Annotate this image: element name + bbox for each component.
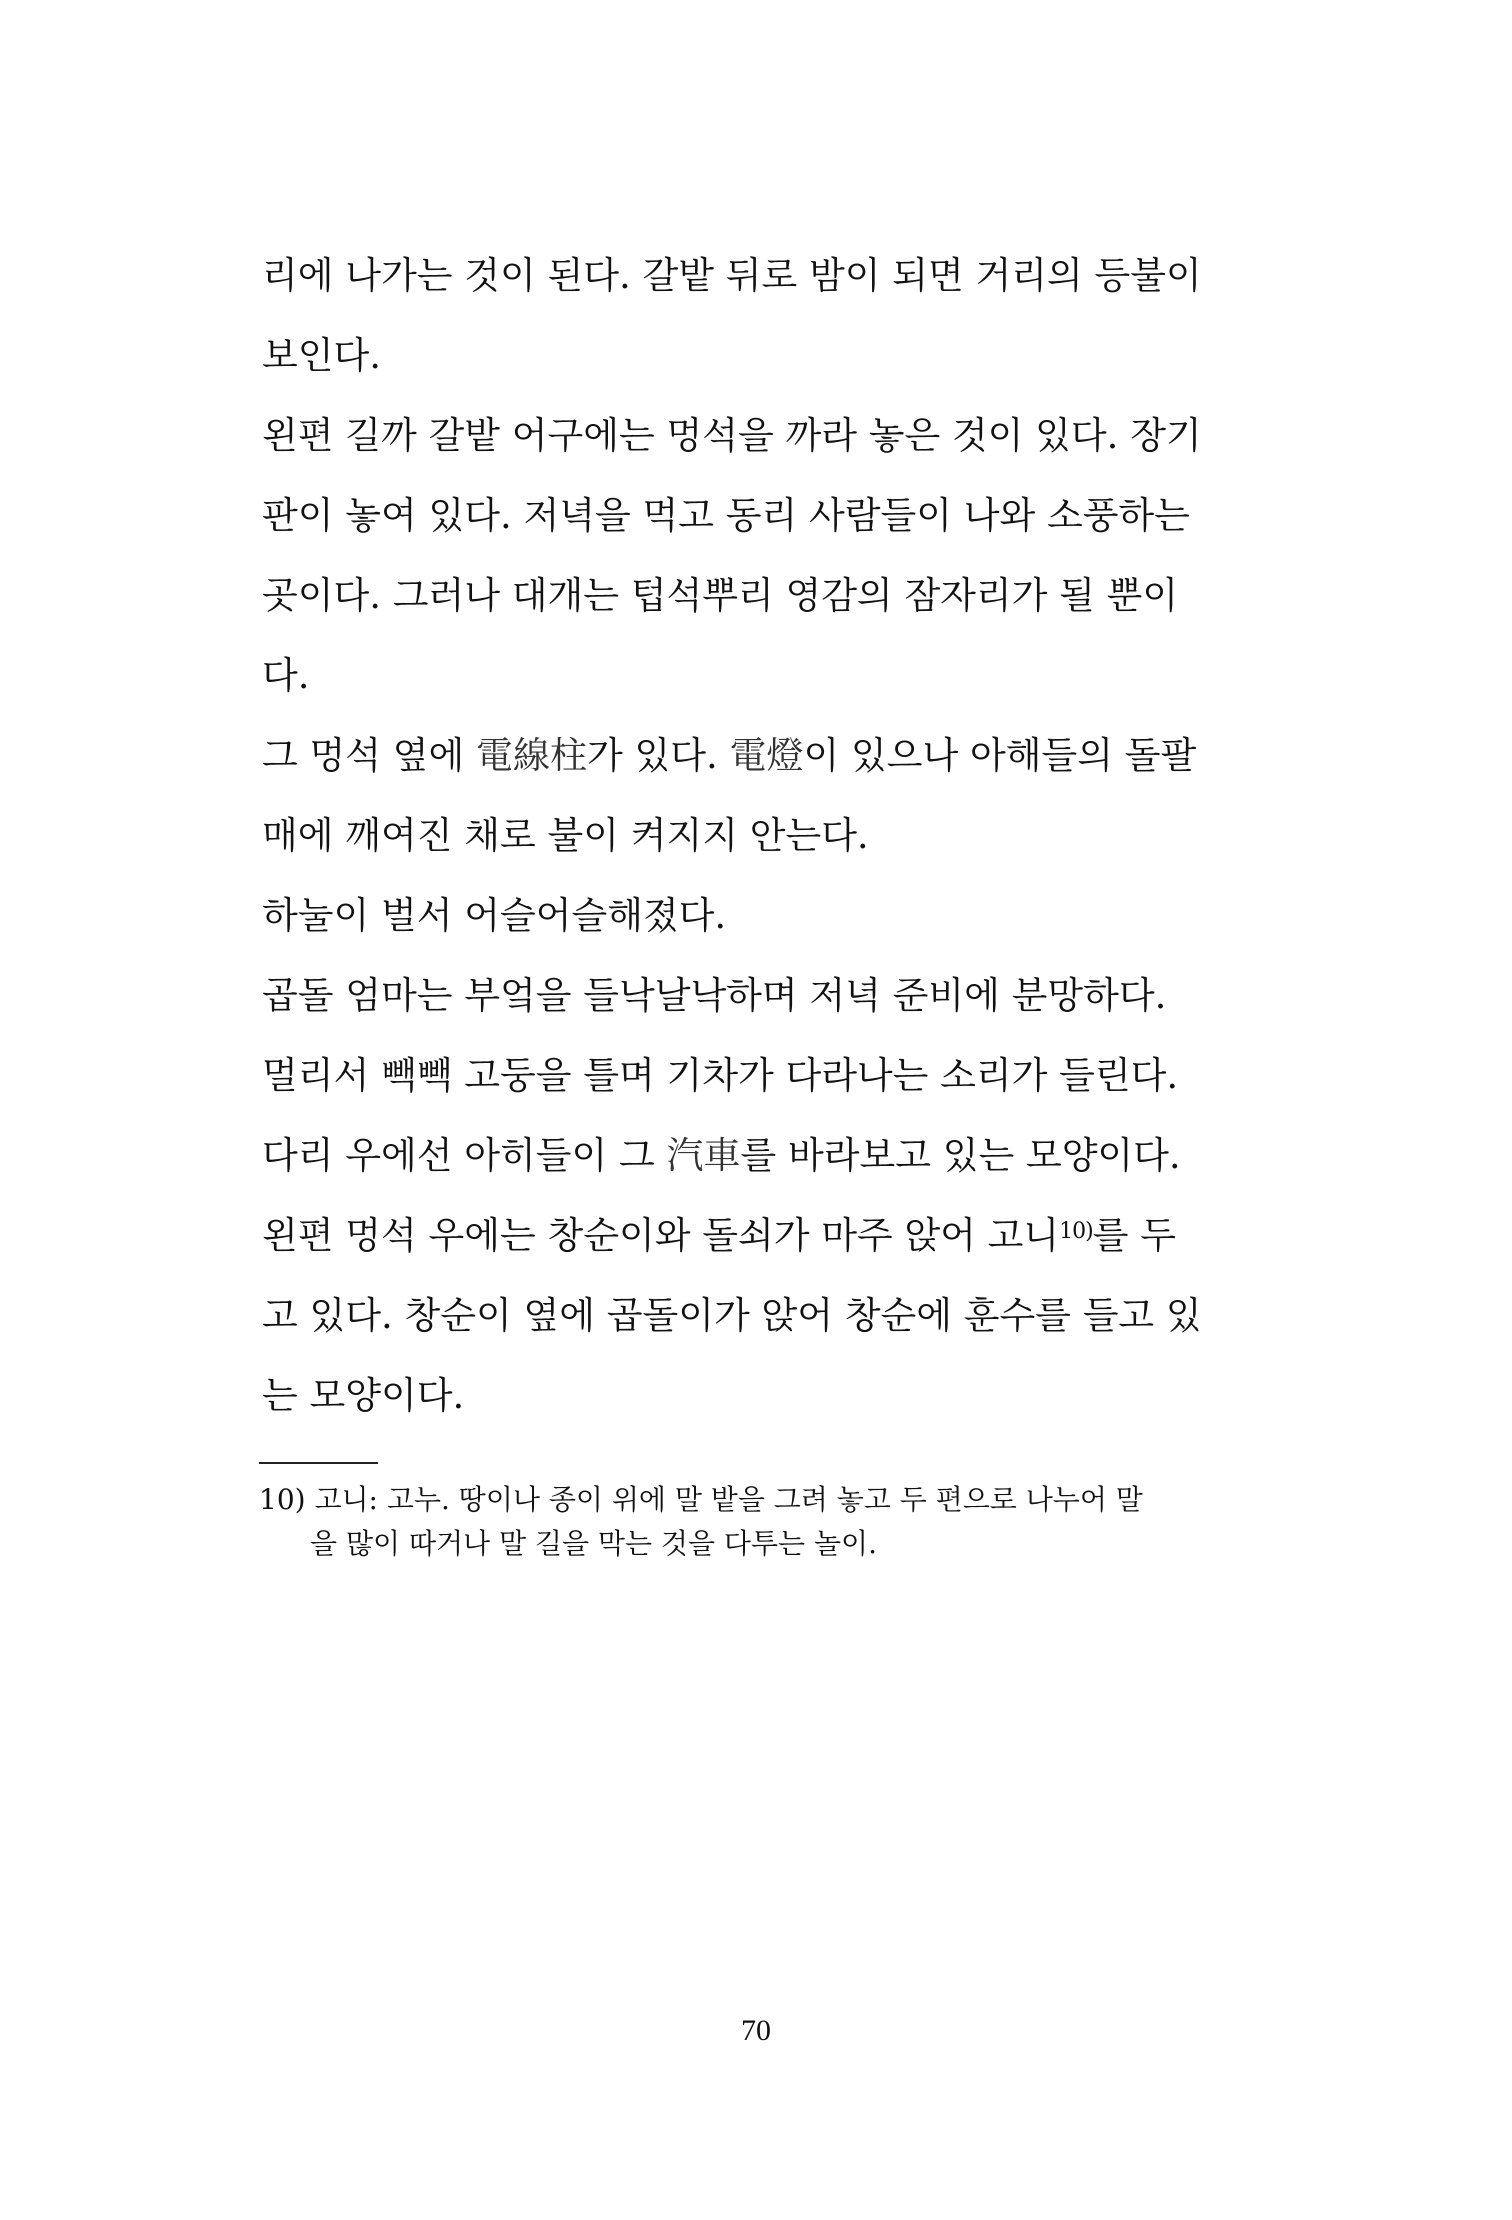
footnote-line: 10) 고니: 고누. 땅이나 종이 위에 말 밭을 그려 놓고 두 편으로 나누어 말 [259,1483,1143,1516]
text-segment: 왼편 길까 갈밭 어구에는 멍석을 까라 놓은 것이 있다. 장기 [262,414,1202,457]
hanja-term: 電線柱 [476,734,587,777]
text-line [262,956,1202,1036]
text-line [262,396,1202,476]
footnote-line-continuation: 을 많이 따거나 말 길을 막는 것을 다투는 놀이. [310,1527,877,1560]
text-segment: 리에 나가는 것이 된다. 갈밭 뒤로 밤이 되면 거리의 등불이 [262,254,1202,297]
text-line [262,316,1202,396]
footnotes [259,1478,1219,1566]
text-segment: 고 있다. 창순이 옆에 곱돌이가 앉어 창순에 훈수를 들고 있 [262,1294,1202,1337]
footnote-reference[interactable]: 10) [1059,1219,1093,1244]
text-line [262,1116,1202,1196]
text-segment: 이 있으나 아해들의 돌팔 [803,734,1197,777]
text-line [262,1356,1202,1436]
text-line [262,1276,1202,1356]
text-segment: 다. [262,654,310,697]
text-line [262,476,1202,556]
body-text [262,236,1202,1436]
text-line [262,1196,1202,1276]
text-line [262,716,1202,796]
text-segment: 곳이다. 그러나 대개는 텁석뿌리 영감의 잠자리가 될 뿐이 [262,574,1179,617]
text-segment: 하눌이 벌서 어슬어슬해졌다. [262,894,727,937]
text-line [262,636,1202,716]
text-segment: 를 두 [1092,1214,1176,1257]
text-line [262,876,1202,956]
hanja-term: 電燈 [729,734,804,777]
text-line [262,556,1202,636]
text-segment: 보인다. [262,334,381,377]
text-segment: 왼편 멍석 우에는 창순이와 돌쇠가 마주 앉어 고니 [262,1214,1060,1257]
hanja-term: 汽車 [666,1134,741,1177]
text-segment: 곱돌 엄마는 부엌을 들낙날낙하며 저녁 준비에 분망하다. [262,974,1167,1017]
text-segment: 멀리서 빽빽 고둥을 틀며 기차가 다라나는 소리가 들린다. [262,1054,1179,1097]
text-segment: 다리 우에선 아히들이 그 [262,1134,667,1177]
text-segment: 를 바라보고 있는 모양이다. [740,1134,1181,1177]
page-number: 70 [741,2014,771,2047]
text-segment: 그 멍석 옆에 [262,734,476,777]
text-line [262,1036,1202,1116]
text-line [262,796,1202,876]
text-segment: 매에 깨여진 채로 불이 켜지지 안는다. [262,814,869,857]
text-segment: 판이 놓여 있다. 저녁을 먹고 동리 사람들이 나와 소풍하는 [262,494,1190,537]
text-line [262,236,1202,316]
text-segment: 는 모양이다. [262,1374,465,1417]
footnote-divider [259,1462,378,1464]
text-segment: 가 있다. [587,734,730,777]
